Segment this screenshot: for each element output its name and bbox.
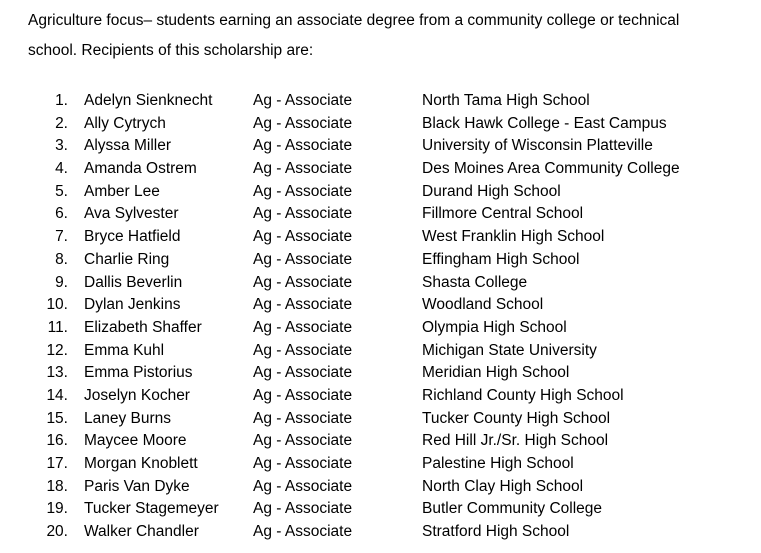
list-item xyxy=(0,135,761,158)
degree-type: Ag - Associate xyxy=(253,182,353,200)
list-item xyxy=(0,249,761,272)
recipient-name: Emma Pistorius xyxy=(84,364,193,382)
list-item xyxy=(0,113,761,136)
item-number: 11. xyxy=(47,318,68,336)
recipient-name: Maycee Moore xyxy=(84,432,187,450)
school-name: Tucker County High School xyxy=(422,409,611,427)
list-item xyxy=(0,385,761,408)
degree-type: Ag - Associate xyxy=(253,500,353,518)
recipient-name: Walker Chandler xyxy=(84,523,199,541)
list-item xyxy=(0,476,761,499)
list-item xyxy=(0,430,761,453)
list-item xyxy=(0,158,761,181)
school-name: Black Hawk College - East Campus xyxy=(422,114,667,132)
school-name: North Tama High School xyxy=(422,92,590,109)
list-item xyxy=(0,181,761,204)
degree-type: Ag - Associate xyxy=(253,341,353,359)
item-number: 16. xyxy=(46,432,68,450)
list-item xyxy=(0,272,761,295)
degree-type: Ag - Associate xyxy=(253,296,353,314)
item-number: 8. xyxy=(55,250,68,268)
item-number: 12. xyxy=(46,341,68,359)
item-number: 18. xyxy=(46,477,68,495)
recipient-name: Amber Lee xyxy=(84,182,160,200)
item-number: 2. xyxy=(55,114,68,132)
degree-type: Ag - Associate xyxy=(253,228,353,246)
item-number: 6. xyxy=(55,205,68,223)
item-number: 3. xyxy=(55,137,68,155)
item-number: 9. xyxy=(55,273,68,291)
degree-type: Ag - Associate xyxy=(253,432,353,450)
degree-type: Ag - Associate xyxy=(253,364,353,382)
item-number: 17. xyxy=(46,455,68,472)
degree-type: Ag - Associate xyxy=(253,273,353,291)
recipient-name: Charlie Ring xyxy=(84,250,170,268)
degree-type: Ag - Associate xyxy=(253,92,353,109)
recipient-name: Bryce Hatfield xyxy=(84,228,181,246)
intro-line-1: Agriculture focus– students earning an associate degree from a community college or technical xyxy=(28,12,680,29)
list-item xyxy=(0,317,761,340)
item-number: 13. xyxy=(46,364,68,382)
school-name: Red Hill Jr./Sr. High School xyxy=(422,432,609,450)
item-number: 19. xyxy=(46,500,68,518)
degree-type: Ag - Associate xyxy=(253,386,353,404)
school-name: Olympia High School xyxy=(422,318,567,336)
item-number: 1. xyxy=(55,92,68,109)
recipient-name: Dallis Beverlin xyxy=(84,273,183,291)
degree-type: Ag - Associate xyxy=(253,114,353,132)
recipient-name: Paris Van Dyke xyxy=(84,477,190,495)
recipient-name: Tucker Stagemeyer xyxy=(84,500,219,518)
list-item xyxy=(0,521,761,544)
item-number: 5. xyxy=(55,182,68,200)
school-name: West Franklin High School xyxy=(422,228,605,246)
school-name: Fillmore Central School xyxy=(422,205,584,223)
school-name: Stratford High School xyxy=(422,523,570,541)
intro-paragraph xyxy=(28,6,758,66)
list-item xyxy=(0,340,761,363)
recipient-name: Emma Kuhl xyxy=(84,341,165,359)
degree-type: Ag - Associate xyxy=(253,523,353,541)
school-name: University of Wisconsin Platteville xyxy=(422,137,653,155)
list-item xyxy=(0,203,761,226)
degree-type: Ag - Associate xyxy=(253,160,353,178)
item-number: 7. xyxy=(55,228,68,246)
recipient-name: Morgan Knoblett xyxy=(84,455,198,472)
school-name: Palestine High School xyxy=(422,455,574,472)
list-item xyxy=(0,362,761,385)
degree-type: Ag - Associate xyxy=(253,409,353,427)
recipient-name: Ally Cytrych xyxy=(84,114,166,132)
school-name: Woodland School xyxy=(422,296,544,314)
list-item xyxy=(0,408,761,431)
degree-type: Ag - Associate xyxy=(253,250,353,268)
recipient-name: Laney Burns xyxy=(84,409,172,427)
school-name: Michigan State University xyxy=(422,341,597,359)
recipient-name: Adelyn Sienknecht xyxy=(84,92,213,109)
recipient-name: Amanda Ostrem xyxy=(84,160,197,178)
school-name: Meridian High School xyxy=(422,364,570,382)
school-name: North Clay High School xyxy=(422,477,584,495)
recipient-name: Dylan Jenkins xyxy=(84,296,181,314)
recipient-name: Alyssa Miller xyxy=(84,137,171,155)
item-number: 14. xyxy=(46,386,68,404)
list-item xyxy=(0,453,761,476)
list-item xyxy=(0,90,761,113)
intro-line-2: school. Recipients of this scholarship are: xyxy=(28,42,314,59)
school-name: Shasta College xyxy=(422,273,528,291)
item-number: 10. xyxy=(46,296,68,314)
degree-type: Ag - Associate xyxy=(253,318,353,336)
recipient-name: Elizabeth Shaffer xyxy=(84,318,202,336)
school-name: Durand High School xyxy=(422,182,561,200)
list-item xyxy=(0,226,761,249)
degree-type: Ag - Associate xyxy=(253,455,353,472)
recipient-name: Joselyn Kocher xyxy=(84,386,190,404)
school-name: Effingham High School xyxy=(422,250,580,268)
list-item xyxy=(0,294,761,317)
recipient-name: Ava Sylvester xyxy=(84,205,179,223)
degree-type: Ag - Associate xyxy=(253,477,353,495)
list-item xyxy=(0,498,761,521)
degree-type: Ag - Associate xyxy=(253,137,353,155)
item-number: 15. xyxy=(46,409,68,427)
item-number: 4. xyxy=(55,160,68,178)
school-name: Des Moines Area Community College xyxy=(422,160,680,178)
item-number: 20. xyxy=(46,523,68,541)
school-name: Butler Community College xyxy=(422,500,603,518)
recipient-list xyxy=(0,90,761,544)
degree-type: Ag - Associate xyxy=(253,205,353,223)
school-name: Richland County High School xyxy=(422,386,624,404)
